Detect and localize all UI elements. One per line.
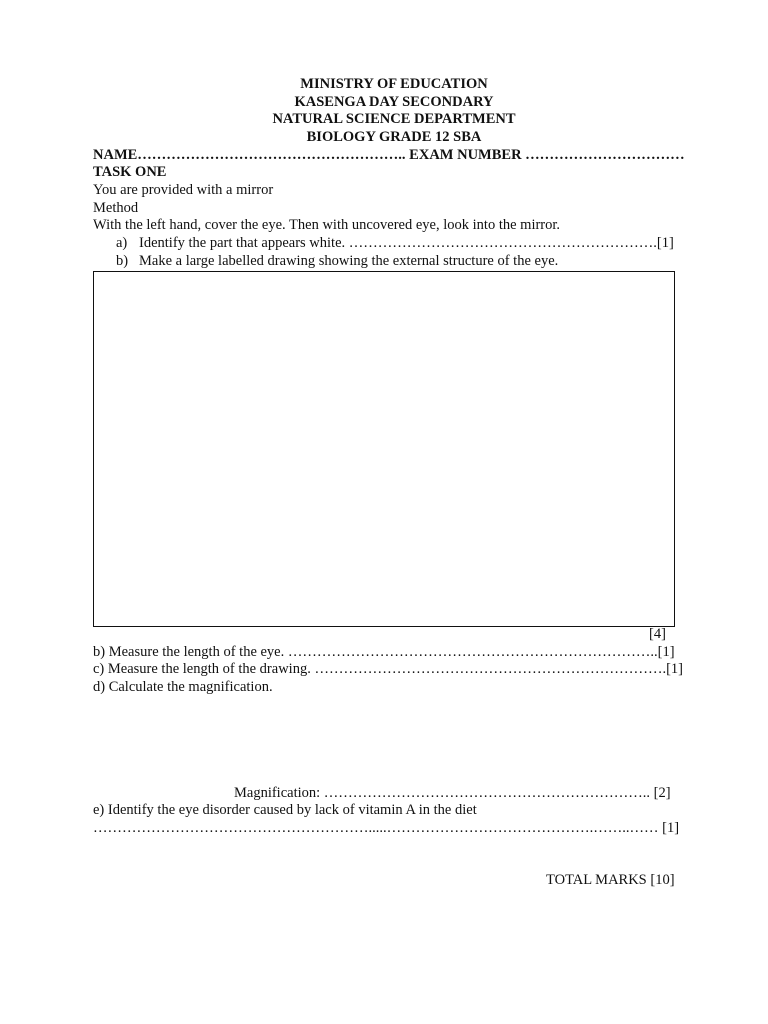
school-heading: KASENGA DAY SECONDARY — [294, 94, 494, 110]
question-c-measure-drawing: c) Measure the length of the drawing. ……………………………………………………………….[1] — [93, 661, 683, 677]
question-e-answer-line: ………………………………………………….....…………………………………….……..…… [1] — [93, 820, 680, 836]
provided-materials: You are provided with a mirror — [93, 182, 274, 198]
question-a-text: Identify the part that appears white. ……………………………………………………….[1] — [139, 235, 674, 251]
drawing-marks: [4] — [649, 626, 666, 642]
question-b-text: Make a large labelled drawing showing the external structure of the eye. — [139, 253, 559, 269]
task-title: TASK ONE — [93, 164, 167, 180]
department-heading: NATURAL SCIENCE DEPARTMENT — [272, 111, 516, 127]
magnification-answer-line: Magnification: ………………………………………………………….. [2] — [234, 785, 671, 801]
question-e-text: e) Identify the eye disorder caused by lack of vitamin A in the diet — [93, 802, 477, 818]
ministry-heading: MINISTRY OF EDUCATION — [300, 76, 488, 92]
total-marks: TOTAL MARKS [10] — [546, 872, 675, 888]
question-d-calculate-magnification: d) Calculate the magnification. — [93, 679, 273, 695]
question-a-marker: a) — [116, 235, 128, 251]
subject-heading: BIOLOGY GRADE 12 SBA — [306, 129, 482, 145]
drawing-answer-box[interactable] — [93, 271, 675, 627]
method-label: Method — [93, 200, 139, 216]
method-text: With the left hand, cover the eye. Then with uncovered eye, look into the mirror. — [93, 217, 561, 233]
name-exam-number-line: NAME……………………………………………….. EXAM NUMBER …………………………… — [93, 147, 685, 163]
question-b-marker: b) — [116, 253, 129, 269]
question-b-measure-eye: b) Measure the length of the eye. …………………………………………………………………..[1] — [93, 644, 675, 660]
